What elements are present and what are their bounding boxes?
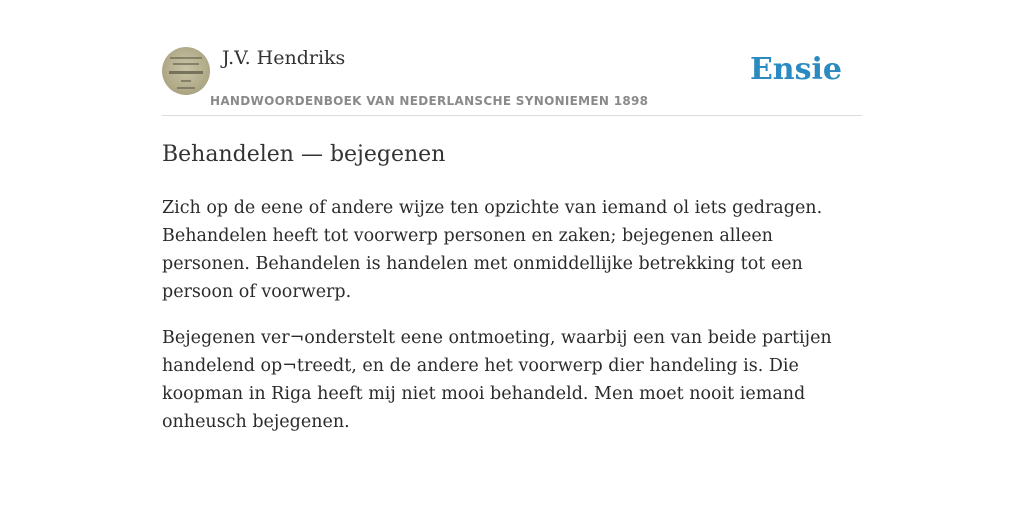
avatar-cover-line <box>177 87 195 89</box>
entry-card <box>162 40 862 436</box>
entry-paragraph: Bejegenen ver¬onderstelt eene ontmoeting, waarbij een van beide partijen handelend op¬treedt, en de andere het voorwerp dier handeling is. Die koopman in Riga heeft mij niet mooi behandeld. Men moet nooit iemand onheusch bejegenen. <box>162 328 832 432</box>
author-avatar[interactable] <box>162 47 210 95</box>
avatar-cover-line <box>173 63 199 65</box>
avatar-cover-line <box>169 71 203 74</box>
entry-header <box>162 40 862 116</box>
entry-title: Behandelen — bejegenen <box>162 142 446 167</box>
avatar-cover-line <box>181 80 191 82</box>
source-title[interactable]: HANDWOORDENBOEK VAN NEDERLANSCHE SYNONIEMEN 1898 <box>210 94 649 108</box>
brand-logo[interactable]: Ensie <box>749 52 842 87</box>
avatar-cover-line <box>170 57 202 59</box>
entry-paragraph: Zich op de eene of andere wijze ten opzichte van iemand ol iets gedragen. Behandelen heeft tot voorwerp personen en zaken; bejegenen alleen personen. Behandelen is handelen met onmiddellijke betrekking tot een persoon of voorwerp. <box>162 198 823 302</box>
author-name[interactable]: J.V. Hendriks <box>222 47 346 69</box>
